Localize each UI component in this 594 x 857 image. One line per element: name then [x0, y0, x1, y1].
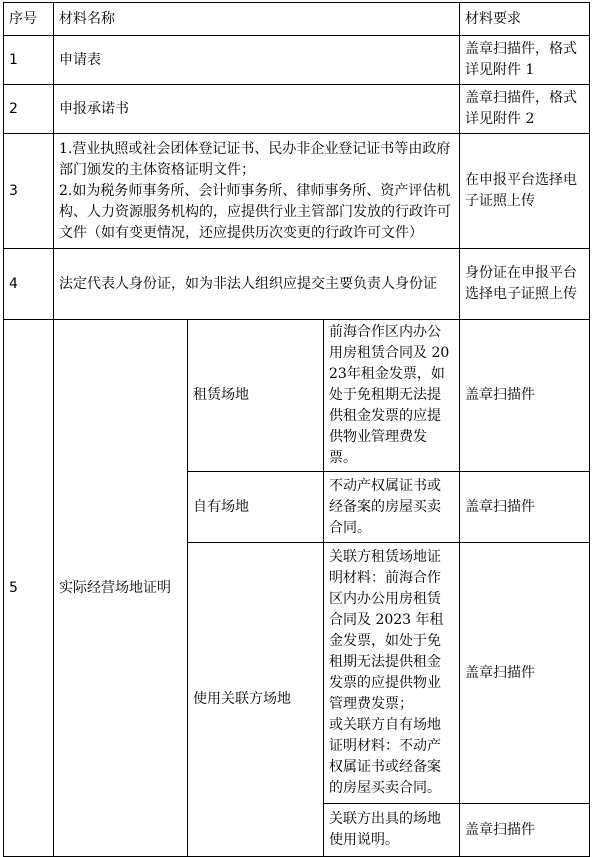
row-material-name: 实际经营场地证明 — [54, 320, 188, 857]
row-no: 5 — [4, 320, 54, 857]
table-row — [4, 320, 590, 472]
table-row — [4, 134, 590, 249]
row-no: 4 — [4, 249, 54, 320]
row-requirement: 盖章扫描件 — [460, 804, 590, 857]
site-type: 使用关联方场地 — [188, 543, 324, 857]
header-requirement: 材料要求 — [460, 3, 590, 36]
header-no: 序号 — [4, 3, 54, 36]
row-no: 3 — [4, 134, 54, 249]
header-name: 材料名称 — [54, 3, 460, 36]
row-material-name: 1.营业执照或社会团体登记证书、民办非企业登记证书等由政府部门颁发的主体资格证明文件； 2.如为税务师事务所、会计师事务所、律师事务所、资产评估机构、人力资源服务机构的，应提供行业主管部门发放的行政许可文件（如有变更情况，还应提供历次变更的行政许可文件） — [54, 134, 460, 249]
site-detail: 关联方出具的场地使用说明。 — [324, 804, 460, 857]
row-requirement: 盖章扫描件 — [460, 320, 590, 472]
row-requirement: 盖章扫描件 — [460, 472, 590, 543]
site-detail: 前海合作区内办公用房租赁合同及 2023年租金发票，如处于免租期无法提供租金发票的应提供物业管理费发票。 — [324, 320, 460, 472]
table-row — [4, 85, 590, 134]
row-material-name: 申报承诺书 — [54, 85, 460, 134]
table-header-row — [4, 3, 590, 36]
site-type: 租赁场地 — [188, 320, 324, 472]
materials-table — [3, 2, 590, 857]
site-detail: 不动产权属证书或经备案的房屋买卖合同。 — [324, 472, 460, 543]
row-material-name: 法定代表人身份证，如为非法人组织应提交主要负责人身份证 — [54, 249, 460, 320]
table-row — [4, 249, 590, 320]
row-material-name: 申请表 — [54, 36, 460, 85]
row-requirement: 盖章扫描件，格式详见附件 1 — [460, 36, 590, 85]
row-requirement: 盖章扫描件 — [460, 543, 590, 804]
site-detail: 关联方租赁场地证明材料：前海合作区内办公用房租赁合同及 2023 年租金发票，如处于免租期无法提供租金发票的应提供物业管理费发票； 或关联方自有场地证明材料：不动产权属证书或经备案的房屋买卖合同。 — [324, 543, 460, 804]
row-requirement: 在申报平台选择电子证照上传 — [460, 134, 590, 249]
row-requirement: 身份证在申报平台选择电子证照上传 — [460, 249, 590, 320]
row-requirement: 盖章扫描件，格式详见附件 2 — [460, 85, 590, 134]
row-no: 1 — [4, 36, 54, 85]
row-no: 2 — [4, 85, 54, 134]
site-type: 自有场地 — [188, 472, 324, 543]
table-row — [4, 36, 590, 85]
